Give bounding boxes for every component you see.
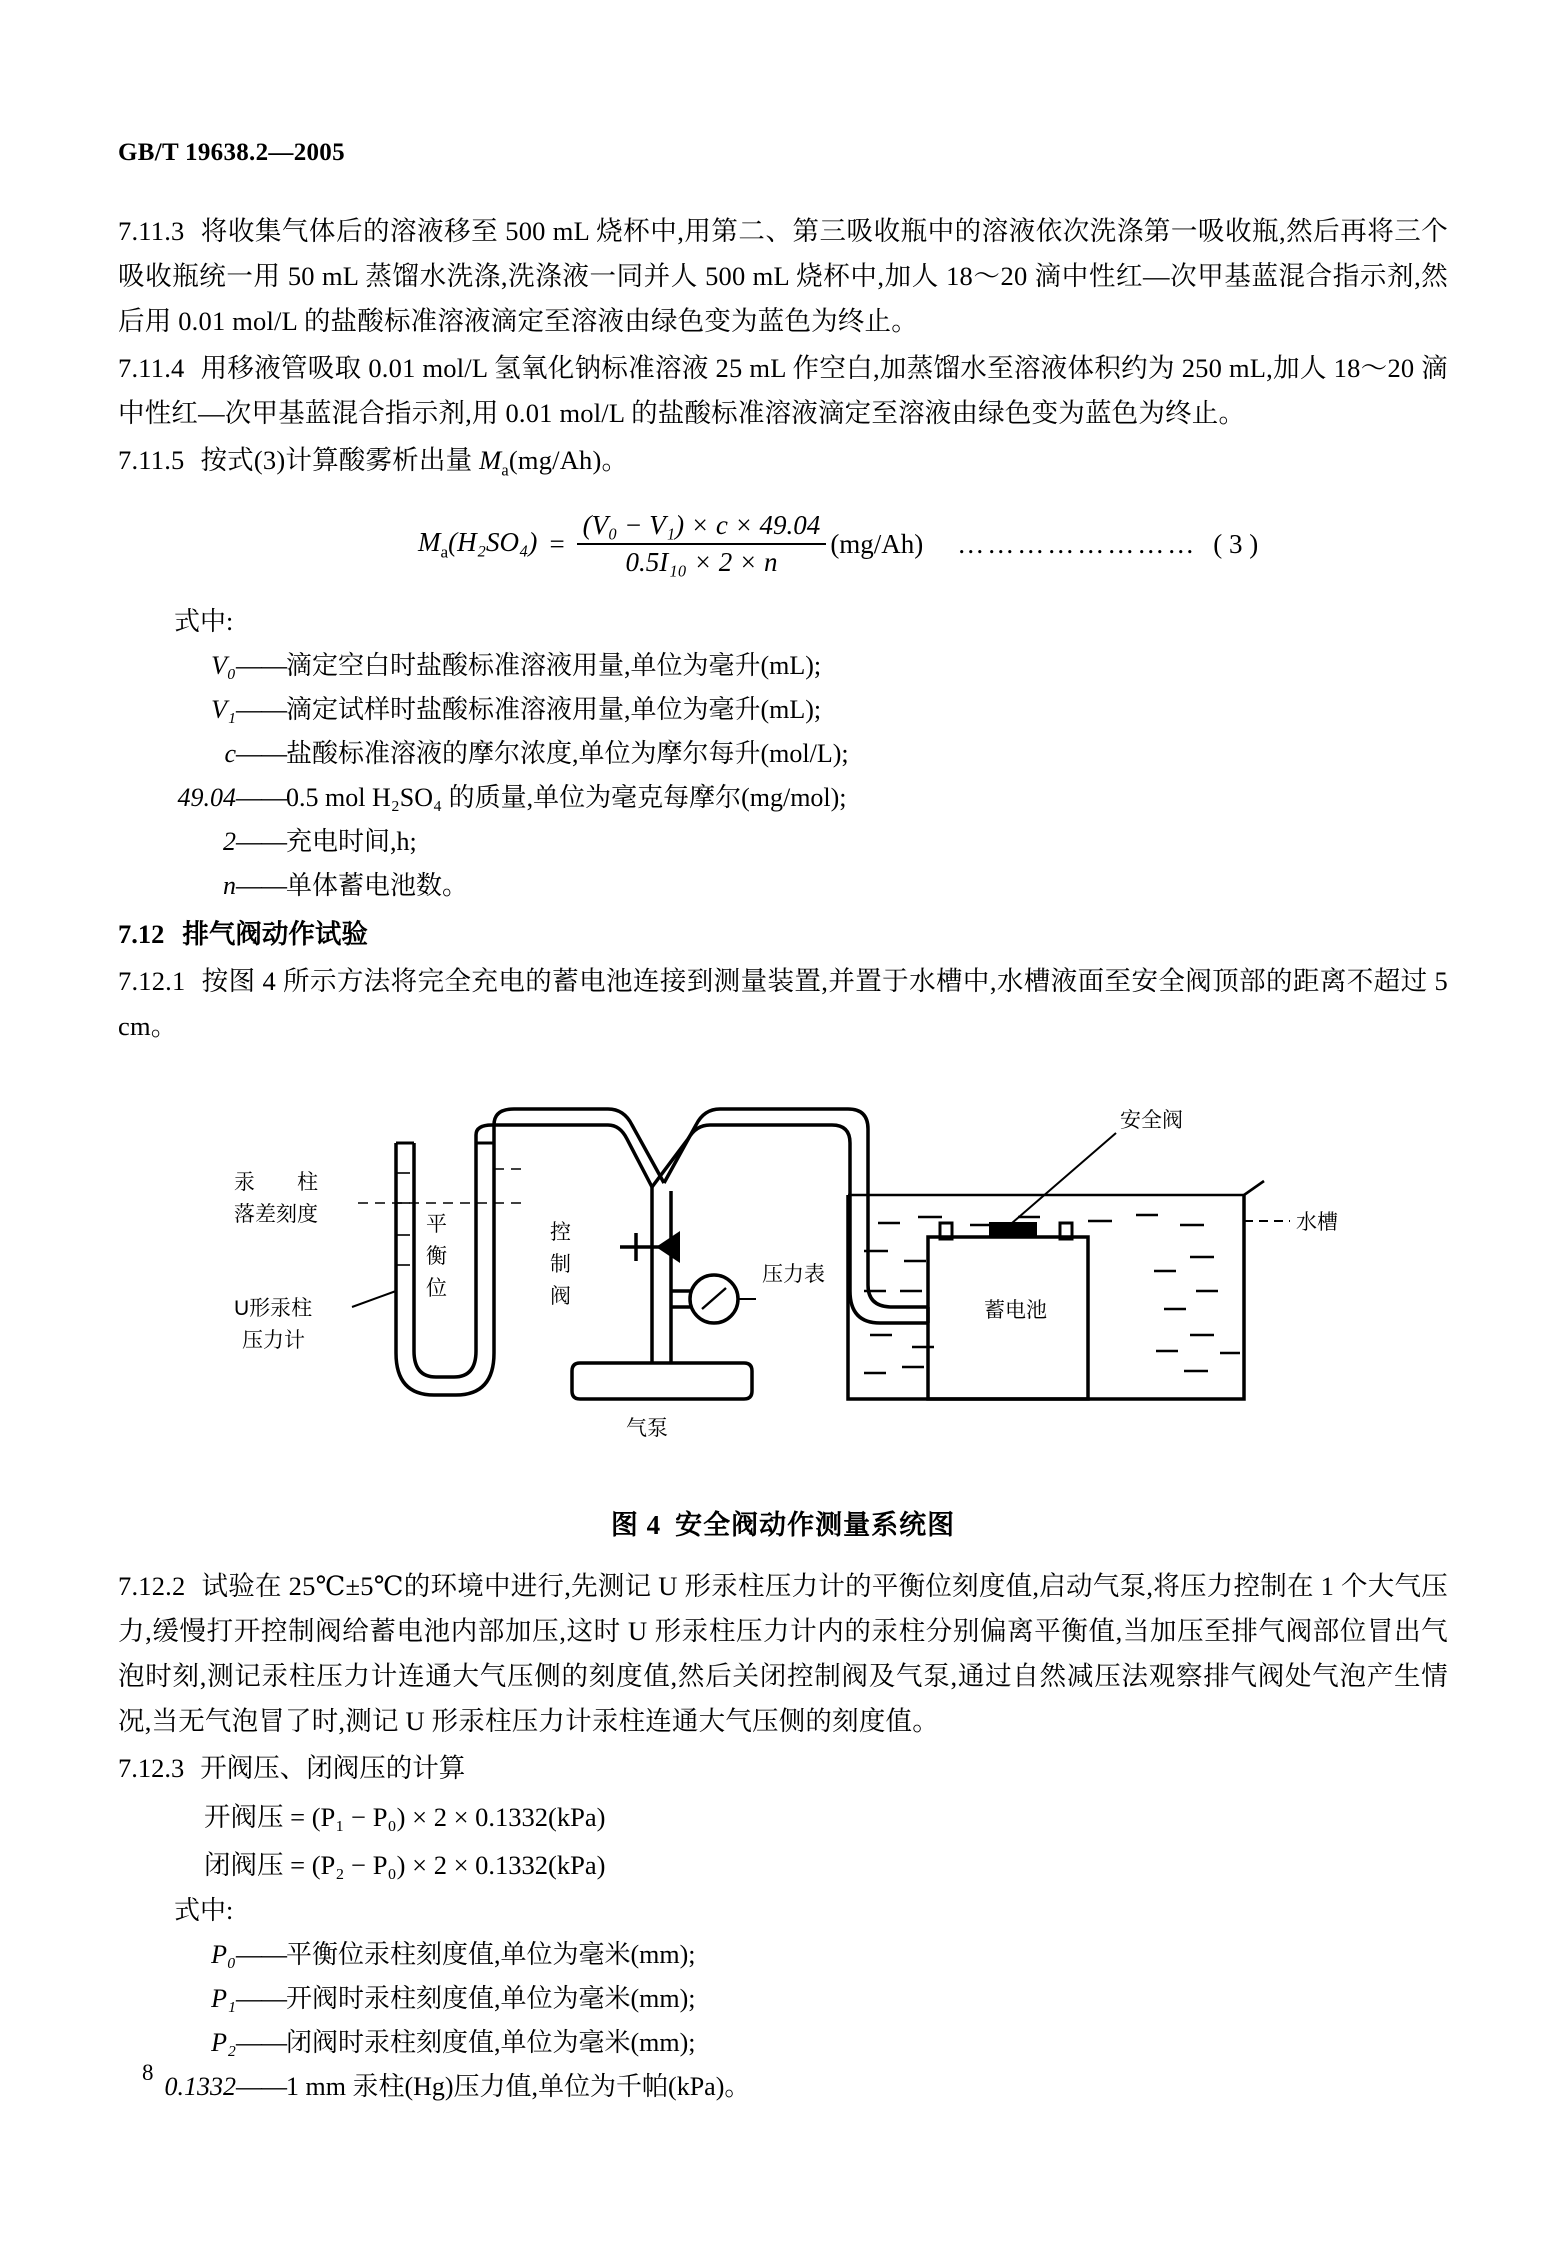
pipe-right-outer [664, 1109, 868, 1195]
variable-description: 闭阀时汞柱刻度值,单位为毫米(mm); [286, 2028, 696, 2058]
page-number: 8 [142, 2060, 154, 2085]
variable-description: 1 mm 汞柱(Hg)压力值,单位为千帕(kPa)。 [286, 2072, 751, 2102]
variable-definition-row [118, 864, 1448, 908]
paragraph-7-12-2 [118, 1564, 1448, 1744]
equation-lhs [418, 527, 537, 562]
variable-dash: —— [236, 871, 286, 901]
figure-caption-number: 图 4 [610, 1510, 662, 1541]
leader-line-u-manometer [352, 1291, 396, 1307]
label-u-manometer-line1: U形汞柱 [234, 1297, 313, 1321]
pipe-left-outer [494, 1109, 664, 1183]
equation-equals-sign: = [549, 528, 565, 559]
subsection-title: 开阀压、闭阀压的计算 [200, 1753, 466, 1784]
paragraph-7-11-4 [118, 346, 1448, 436]
paragraph-number: 7.11.5 [118, 445, 185, 475]
safety-valve-block [990, 1223, 1036, 1237]
subsection-number: 7.12.3 [118, 1753, 185, 1784]
variable-description: 0.5 mol H₂SO₄ 的质量,单位为毫克每摩尔(mg/mol); [286, 783, 847, 813]
paragraph-text: 用移液管吸取 0.01 mol/L 氢氧化钠标准溶液 25 mL 作空白,加蒸馏水至溶液体积约为 250 mL,加人 18～20 滴中性红—次甲基蓝混合指示剂,用 0.01 mol/L 的盐酸标准溶液滴定至溶液由绿色变为蓝色为终止。 [118, 353, 1448, 428]
label-air-pump: 气泵 [626, 1417, 668, 1441]
variable-dash: —— [236, 651, 286, 681]
variable-definition-row [118, 2021, 1448, 2065]
variable-key: V₀ [211, 651, 236, 681]
leader-line-safety-valve [1012, 1133, 1116, 1223]
where-label-1: 式中: [174, 607, 234, 637]
variable-description: 滴定空白时盐酸标准溶液用量,单位为毫升(mL); [286, 651, 822, 681]
variable-definition-row [118, 776, 1448, 820]
variable-description: 平衡位汞柱刻度值,单位为毫米(mm); [286, 1940, 696, 1970]
variable-key: 0.1332 [164, 2072, 236, 2102]
figure-4-diagram [228, 1095, 1368, 1495]
variable-definition-row [118, 688, 1448, 732]
paragraph-number: 7.11.3 [118, 216, 185, 246]
variable-definition-row [118, 820, 1448, 864]
label-balance-position-char2: 衡 [426, 1245, 447, 1269]
equation-3 [418, 510, 1258, 578]
label-control-valve-char2: 制 [550, 1253, 571, 1277]
label-mercury-drop-scale-line1: 汞 柱 [234, 1171, 318, 1195]
variable-definition-row [118, 1933, 1448, 1977]
formula-close-valve-pressure: 闭阀压 = (P₂ − P₀) × 2 × 0.1332(kPa) [204, 1850, 606, 1881]
label-battery: 蓄电池 [984, 1299, 1047, 1323]
equation-denominator: 0.5I₁₀ × 2 × n [577, 543, 827, 578]
equation-numerator: (V₀ − V₁) × c × 49.04 [582, 510, 821, 541]
label-balance-position-char3: 位 [426, 1277, 447, 1301]
equation-lhs-symbol: M [418, 526, 441, 557]
control-valve-triangle [656, 1231, 680, 1263]
variable-dash: —— [236, 695, 286, 725]
label-u-manometer-line2: 压力计 [242, 1329, 305, 1353]
symbol-M-subscript: a [501, 460, 509, 480]
variable-dash: —— [236, 2072, 286, 2102]
variable-definitions-1 [118, 644, 1448, 908]
section-number: 7.12 [118, 919, 165, 950]
paragraph-text: 按图 4 所示方法将完全充电的蓄电池连接到测量装置,并置于水槽中,水槽液面至安全阀顶部的距离不超过 5 cm。 [118, 966, 1448, 1042]
figure-4-wrapper [118, 1095, 1448, 1493]
pipe-left-inner [476, 1125, 652, 1187]
label-water-tank: 水槽 [1296, 1211, 1338, 1235]
label-balance-position-char1: 平 [426, 1213, 447, 1237]
symbol-M: M [479, 445, 502, 475]
air-pump-body [572, 1363, 752, 1399]
equation-leader-dots: …………………… [957, 528, 1198, 559]
document-header-standard-number: GB/T 19638.2—2005 [118, 139, 345, 166]
paragraph-number: 7.11.4 [118, 353, 185, 383]
formula-open-valve-pressure: 开阀压 = (P₁ − P₀) × 2 × 0.1332(kPa) [204, 1802, 606, 1833]
label-pressure-gauge: 压力表 [762, 1263, 825, 1287]
variable-key: P₁ [211, 1984, 236, 2014]
paragraph-7-11-5 [118, 438, 1448, 492]
page-content [118, 140, 1448, 2109]
pressure-gauge-needle [702, 1288, 726, 1309]
variable-dash: —— [236, 827, 286, 857]
section-heading-7-12 [118, 912, 1448, 957]
subsection-heading-7-12-3 [118, 1746, 1448, 1791]
variable-description: 滴定试样时盐酸标准溶液用量,单位为毫升(mL); [286, 695, 822, 725]
equation-3-block [118, 510, 1448, 588]
variable-key: P₂ [211, 2028, 236, 2058]
equation-fraction [577, 510, 827, 578]
label-control-valve-char3: 阀 [550, 1285, 571, 1309]
label-control-valve-char1: 控 [550, 1221, 571, 1245]
paragraph-text-before: 按式(3)计算酸雾析出量 [200, 445, 480, 475]
water-tank-rim [1244, 1181, 1264, 1195]
variable-description: 充电时间,h; [286, 827, 417, 857]
variable-key: P₀ [211, 1940, 236, 1970]
variable-dash: —— [236, 783, 286, 813]
equation-number-tag: ( 3 ) [1213, 528, 1259, 559]
equation-unit: (mg/Ah) [830, 528, 924, 559]
variable-dash: —— [236, 739, 286, 769]
variable-key: c [224, 739, 236, 769]
paragraph-text: 试验在 25℃±5℃的环境中进行,先测记 U 形汞柱压力计的平衡位刻度值,启动气泵,将压力控制在 1 个大气压力,缓慢打开控制阀给蓄电池内部加压,这时 U 形汞柱压力计内的汞柱分别偏离平衡值,当加压至排气阀部位冒出气泡时刻,测记汞柱压力计连通大气压侧的刻度值,然后关闭控制阀及气泵,通过自然减压法观察排气阀处气泡产生情况,当无气泡冒了时,测记 U 形汞柱压力计汞柱连通大气压侧的刻度值。 [118, 1571, 1448, 1737]
u-tube-outer-wall [396, 1143, 494, 1395]
variable-definition-row [118, 2065, 1448, 2109]
variable-key: 2 [223, 827, 236, 857]
paragraph-7-11-3 [118, 209, 1448, 344]
pipe-right-inner [652, 1125, 850, 1203]
variable-definitions-2 [118, 1933, 1448, 2109]
variable-description: 开阀时汞柱刻度值,单位为毫米(mm); [286, 1984, 696, 2014]
paragraph-number: 7.12.2 [118, 1571, 186, 1602]
variable-key: V₁ [211, 695, 236, 725]
variable-dash: —— [236, 1940, 286, 1970]
variable-dash: —— [236, 2028, 286, 2058]
variable-description: 单体蓄电池数。 [286, 871, 469, 901]
tank-pipe-inner [850, 1203, 928, 1323]
paragraph-text-after: (mg/Ah)。 [508, 445, 629, 475]
variable-key: n [223, 871, 236, 901]
equation-lhs-subscript: a [440, 541, 449, 561]
variable-definition-row [118, 1977, 1448, 2021]
equation-lhs-argument: (H₂SO₄) [448, 526, 538, 557]
section-title: 排气阀动作试验 [182, 919, 368, 950]
paragraph-number: 7.12.1 [118, 966, 186, 997]
figure-4-caption [118, 1503, 1448, 1542]
where-label-2: 式中: [174, 1896, 234, 1926]
paragraph-7-12-1 [118, 959, 1448, 1049]
label-safety-valve: 安全阀 [1120, 1109, 1183, 1133]
variable-description: 盐酸标准溶液的摩尔浓度,单位为摩尔每升(mol/L); [286, 739, 849, 769]
variable-definition-row [118, 644, 1448, 688]
figure-caption-title: 安全阀动作测量系统图 [675, 1510, 956, 1541]
paragraph-text: 将收集气体后的溶液移至 500 mL 烧杯中,用第二、第三吸收瓶中的溶液依次洗涤第一吸收瓶,然后再将三个吸收瓶统一用 50 mL 蒸馏水洗涤,洗涤液一同并人 500 mL 烧杯中,加人 18～20 滴中性红—次甲基蓝混合指示剂,然后用 0.01 mol/L 的盐酸标准溶液滴定至溶液由绿色变为蓝色为终止。 [118, 216, 1448, 336]
variable-definition-row [118, 732, 1448, 776]
variable-dash: —— [236, 1984, 286, 2014]
label-mercury-drop-scale-line2: 落差刻度 [234, 1203, 318, 1227]
variable-key: 49.04 [177, 783, 236, 813]
